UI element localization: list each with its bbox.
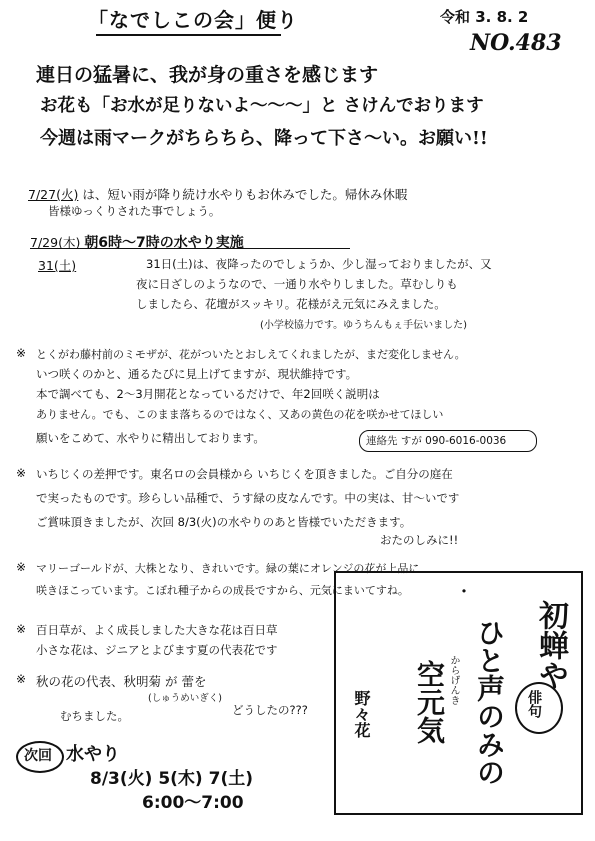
note-3-bullet: ※: [16, 560, 27, 574]
note-1-line-5: 願いをこめて、水やりに精出しております。: [36, 431, 265, 445]
note-5-line-2: むちました。: [60, 709, 129, 723]
log-entry-2-head: 朝6時～7時の水やり実施: [84, 235, 244, 251]
issue-date: 令和 3. 8. 2: [440, 8, 529, 26]
note-1-line-2: いつ咲くのかと、通るたびに見上げてますが、現状維持です。: [36, 367, 358, 381]
haiku-author: 野々花: [352, 690, 371, 738]
log-entry-1-text: は、短い雨が降り続け水やりもお休みでした。帰休み休暇: [82, 187, 408, 202]
note-2-line-1: いちじくの差押です。東名ロの会員様から いちじくを頂きました。ご自分の庭在: [36, 467, 453, 481]
contact-text: 連絡先 すが 090-6016-0036: [366, 435, 507, 447]
note-2-line-3: ご賞味頂きましたが、次回 8/3(火)の水やりのあと皆様でいただきます。: [36, 515, 412, 529]
note-1-line-3: 本で調べても、2～3月開花となっているだけで、年2回咲く説明は: [36, 387, 380, 401]
note-1-line-4: ありません。でも、このまま落ちるのではなく、又あの黄色の花を咲かせてほしい: [36, 408, 444, 421]
log-entry-2: [30, 232, 244, 252]
next-time: 6:00～7:00: [142, 793, 244, 813]
issue-number: NO.483: [470, 30, 562, 56]
next-dates: 8/3(火) 5(木) 7(土): [90, 769, 253, 789]
title-underline: [96, 34, 281, 36]
log-entry-1-cont: 皆様ゆっくりされた事でしょう。: [48, 204, 221, 218]
haiku-badge: 俳句: [526, 690, 542, 718]
log-entry-3-line-2: 夜に日ざしのようなので、一通り水やりしました。草むしりも: [136, 277, 458, 291]
log-entry-1: [28, 185, 407, 203]
note-1-bullet: ※: [16, 346, 27, 360]
log-divider: [30, 248, 350, 249]
newsletter-title: 「なでしこの会」便り: [88, 8, 298, 32]
log-entry-3-line-4: (小学校協力です。ゆうちんもぇ手伝いました): [260, 320, 468, 331]
log-entry-3-date: 31(土): [38, 258, 77, 273]
note-4-line-1: 百日草が、よく成長しました大きな花は百日草: [36, 623, 278, 637]
note-5-ruby: (しゅうめいぎく): [148, 693, 222, 704]
note-1-line-1: とくがわ藤村前のミモザが、花がついたとおしえてくれましたが、まだ変化しません。: [36, 348, 466, 361]
haiku-line-2: ひと声のみの: [473, 618, 506, 786]
next-label: 水やり: [66, 744, 120, 765]
haiku-ruby: からげんき: [448, 655, 459, 705]
note-4-bullet: ※: [16, 622, 27, 636]
note-3-line-1: マリーゴールドが、大株となり、きれいです。緑の葉にオレンジの花が上品に: [36, 562, 420, 575]
log-entry-2-date: 7/29(木): [30, 235, 81, 250]
log-entry-3-line-3: しましたら、花壇がスッキリ。花様がえ元気にみえました。: [136, 297, 446, 311]
note-4-line-2: 小さな花は、ジニアとよびます夏の代表花です: [36, 643, 278, 657]
haiku-line-1: 初蝉や: [533, 600, 568, 690]
lead-line-1: 連日の猛暑に、我が身の重さを感じます: [36, 64, 379, 86]
note-2-line-4: おたのしみに!!: [380, 533, 459, 547]
note-5-bullet: ※: [16, 672, 27, 686]
lead-line-2: お花も「お水が足りないよ～～～」と さけんでおります: [40, 96, 484, 116]
next-badge: 次回: [24, 748, 52, 764]
log-entry-3-line-1: 31日(土)は、夜降ったのでしょうか、少し湿っておりましたが、又: [146, 257, 492, 271]
note-2-bullet: ※: [16, 466, 27, 480]
lead-line-3: 今週は雨マークがちらちら、降って下さ～い。お願い!!: [40, 128, 488, 149]
haiku-dot: ・: [455, 582, 473, 603]
haiku-line-3: 空元気: [413, 660, 446, 744]
note-5-line-3: どうしたの???: [232, 703, 308, 717]
note-3-line-2: 咲きほこっています。こぼれ種子からの成長ですから、元気にまいてすね。: [36, 584, 409, 597]
log-entry-1-date: 7/27(火): [28, 187, 79, 202]
note-5-line-1: 秋の花の代表、秋明菊 が 蕾を: [36, 674, 207, 689]
note-2-line-2: で実ったものです。珍らしい品種で、うす緑の皮なんです。中の実は、甘～いです: [36, 491, 460, 505]
